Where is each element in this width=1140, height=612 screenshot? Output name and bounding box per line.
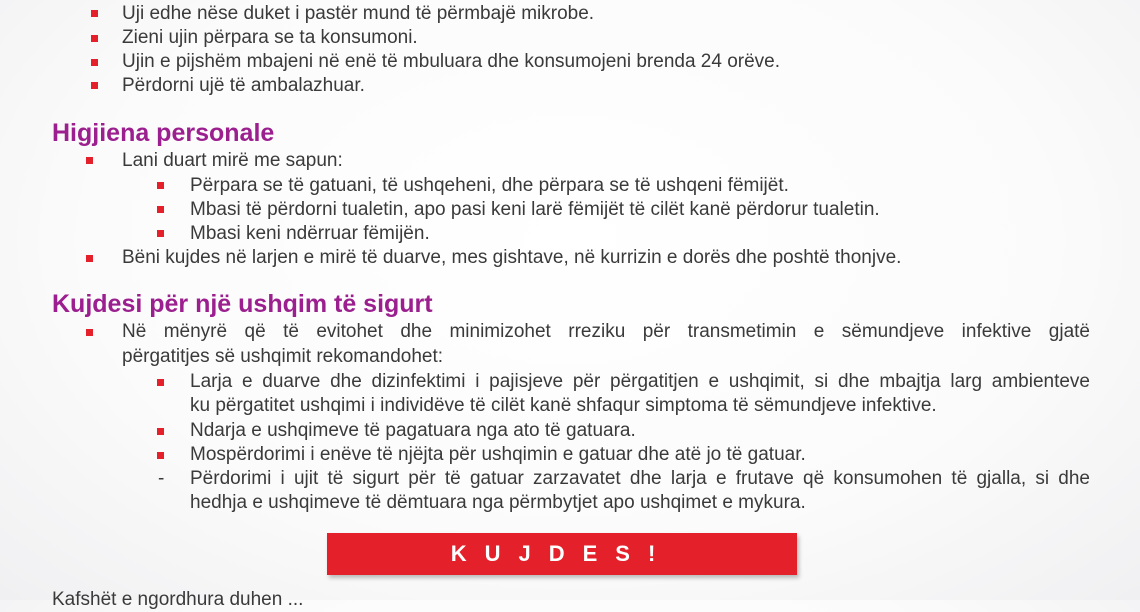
list-item: Bëni kujdes në larjen e mirë të duarve, mes gishtave, në kurrizin e dorës dhe poshtë thonjve.	[122, 247, 902, 268]
bullet-icon	[86, 255, 93, 262]
sub-list-item: Larja e duarve dhe dizinfektimi i pajisjeve për përgatitjen e ushqimit, si dhe mbajtja larg ambienteve	[190, 371, 1090, 392]
sub-list-item: Mospërdorimi i enëve të njëjta për ushqimin e gatuar dhe atë jo të gatuar.	[190, 444, 806, 465]
list-item: Uji edhe nëse duket i pastër mund të përmbajë mikrobe.	[122, 3, 595, 24]
bottom-partial-text: Kafshët e ngordhura duhen ...	[52, 589, 304, 610]
list-item: Zieni ujin përpara se ta konsumoni.	[122, 27, 418, 48]
sub-list-item: Ndarja e ushqimeve të pagatuara nga ato të gatuara.	[190, 420, 636, 441]
bullet-icon	[157, 452, 164, 459]
bullet-icon	[157, 379, 164, 386]
bullet-icon	[91, 35, 98, 42]
section-heading-hygiene: Higjiena personale	[52, 119, 275, 147]
list-item: Përdorni ujë të ambalazhuar.	[122, 75, 365, 96]
section-heading-food-safety: Kujdesi për një ushqim të sigurt	[52, 290, 433, 318]
list-item: Ujin e pijshëm mbajeni në enë të mbuluara dhe konsumojeni brenda 24 orëve.	[122, 51, 781, 72]
bullet-icon	[157, 206, 164, 213]
bullet-icon	[91, 59, 98, 66]
bullet-icon	[86, 329, 93, 336]
sub-list-item: hedhja e ushqimeve të dëmtuara nga përmbytjet apo ushqimet e mykura.	[190, 492, 806, 513]
sub-list-item: Mbasi të përdorni tualetin, apo pasi keni larë fëmijët të cilët kanë përdorur tualetin.	[190, 199, 880, 220]
dash-marker: -	[158, 468, 165, 489]
bullet-icon	[91, 10, 98, 17]
list-item-text: përgatitjes së ushqimit rekomandohet:	[122, 346, 444, 367]
sub-list-item: Mbasi keni ndërruar fëmijën.	[190, 223, 430, 244]
sub-list-item: ku përgatitet ushqimi i individëve të cilët kanë shfaqur simptoma të sëmundjeve infektive.	[190, 395, 937, 416]
bullet-icon	[157, 428, 164, 435]
list-item: Lani duart mirë me sapun:	[122, 150, 343, 171]
bullet-icon	[86, 157, 93, 164]
list-item-text: Në mënyrë që të evitohet dhe minimizohet rreziku për transmetimin e sëmundjeve infektive gjatë	[122, 321, 1090, 342]
warning-banner: KUJDES!	[327, 533, 797, 575]
bullet-icon	[157, 230, 164, 237]
bullet-icon	[157, 182, 164, 189]
sub-list-item: Përpara se të gatuani, të ushqeheni, dhe përpara se të ushqeni fëmijët.	[190, 175, 789, 196]
sub-list-item: Përdorimi i ujit të sigurt për të gatuar zarzavatet dhe larja e frutave që konsumohen të gjalla, si dhe	[190, 468, 1090, 489]
bullet-icon	[91, 82, 98, 89]
